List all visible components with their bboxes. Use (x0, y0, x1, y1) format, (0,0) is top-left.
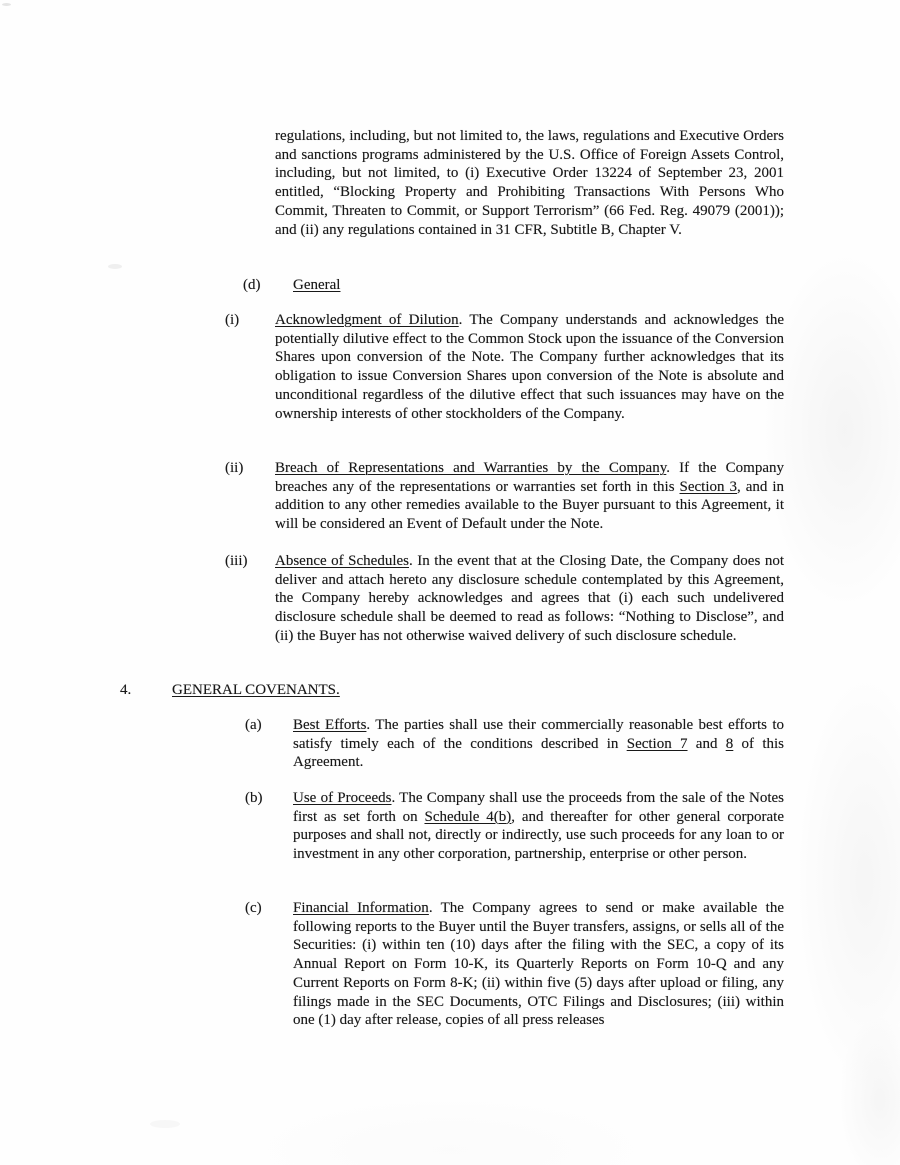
clause-b-use-of-proceeds (245, 789, 784, 864)
paragraph-text (275, 311, 784, 423)
clause-label: (c) (245, 900, 262, 916)
underlined-text-run: Best Efforts (293, 717, 367, 733)
clause-label: (ii) (225, 460, 244, 476)
paragraph-text (293, 899, 784, 1030)
underlined-text-run: Schedule 4(b) (424, 808, 512, 825)
paragraph-text (275, 552, 784, 646)
clause-a-best-efforts (245, 716, 784, 772)
text-run: . The parties shall use their commercially reasonable best efforts to satisfy timely each of the conditions described in (293, 717, 784, 752)
paragraph-text (293, 716, 784, 772)
clause-label: (iii) (225, 553, 248, 569)
underlined-text-run: Section 7 (626, 735, 688, 752)
underlined-text-run: Financial Information (293, 900, 429, 916)
underlined-text-run: Acknowledgment of Dilution (275, 312, 459, 328)
text-run: , and in addition to any other remedies available to the Buyer pursuant to this Agreement, it will be considered an Event of Default under the Note. (275, 478, 784, 533)
underlined-text-run: GENERAL COVENANTS. (172, 682, 340, 698)
paragraph-regulations-continuation (275, 127, 784, 239)
text-run: . If the Company breaches any of the representations or warranties set forth in this (275, 460, 784, 495)
underlined-text-run: Section 3 (679, 478, 737, 495)
clause-label: (d) (243, 277, 261, 293)
clause-heading (293, 276, 593, 295)
clause-c-financial-information (245, 899, 784, 1030)
underlined-text-run: Absence of Schedules (275, 553, 409, 569)
underlined-text-run: 8 (725, 735, 734, 752)
text-run: of this Agreement. (293, 735, 784, 771)
clause-label: (a) (245, 717, 262, 733)
section-4-general-covenants-heading (120, 681, 792, 700)
clause-ii-breach-of-representations (225, 459, 784, 534)
text-run: . The Company shall use the proceeds from the sale of the Notes first as set forth on (293, 790, 784, 825)
scan-artifact (108, 264, 122, 269)
clause-i-acknowledgment-of-dilution (225, 311, 784, 423)
clause-d-general (243, 276, 593, 295)
text-run: , and thereafter for other general corporate purposes and shall not, directly or indirectly, use such proceeds for any loan to or investment in any other corporation, partnership, enterprise or other person. (293, 808, 784, 863)
underlined-text-run: Breach of Representations and Warranties by the Company (275, 460, 667, 476)
text-run: regulations, including, but not limited to, the laws, regulations and Executive Orders and sanctions programs administered by the U.S. Office of Foreign Assets Control, including, but not limited, to (i) Executive Order 13224 of September 23, 2001 entitled, “Blocking Property and Prohibiting Transactions With Persons Who Commit, Threaten to Commit, or Support Terrorism” (66 Fed. Reg. 49079 (2001)); and (ii) any regulations contained in 31 CFR, Subtitle B, Chapter V. (275, 128, 784, 238)
section-number: 4. (120, 682, 132, 698)
paragraph-text (293, 789, 784, 864)
text-run: . In the event that at the Closing Date, the Company does not deliver and attach hereto any disclosure schedule contemplated by this Agreement, the Company hereby acknowledges and agrees that (i) each such undelivered disclosure schedule shall be deemed to read as follows: “Nothing to Disclose”, and (ii) the Buyer has not otherwise waived delivery of such disclosure schedule. (275, 553, 784, 644)
scan-artifact (2, 3, 11, 6)
paragraph-text (275, 127, 784, 239)
underlined-text-run: General (293, 277, 341, 293)
clause-label: (i) (225, 312, 240, 328)
clause-label: (b) (245, 790, 263, 806)
text-run: . The Company understands and acknowledges the potentially dilutive effect to the Common Stock upon the issuance of the Conversion Shares upon conversion of the Note. The Company further acknowledges that its obligation to issue Conversion Shares upon conversion of the Note is absolute and unconditional regardless of the dilutive effect that such issuances may have on the ownership interests of other stockholders of the Company. (275, 312, 784, 422)
clause-iii-absence-of-schedules (225, 552, 784, 646)
text-run: and (687, 735, 726, 752)
paragraph-text (275, 459, 784, 534)
scan-artifact (150, 1120, 180, 1128)
section-heading (172, 681, 792, 700)
underlined-text-run: Use of Proceeds (293, 790, 392, 806)
text-run: . The Company agrees to send or make available the following reports to the Buyer until the Buyer transfers, assigns, or sells all of the Securities: (i) within ten (10) days after the filing with the SEC, a copy of its Annual Report on Form 10-K, its Quarterly Reports on Form 10-Q and any Current Reports on Form 8-K; (ii) within five (5) days after upload or filing, any filings made in the SEC Documents, OTC Filings and Disclosures; (iii) within one (1) day after release, copies of all press releases (293, 900, 784, 1029)
